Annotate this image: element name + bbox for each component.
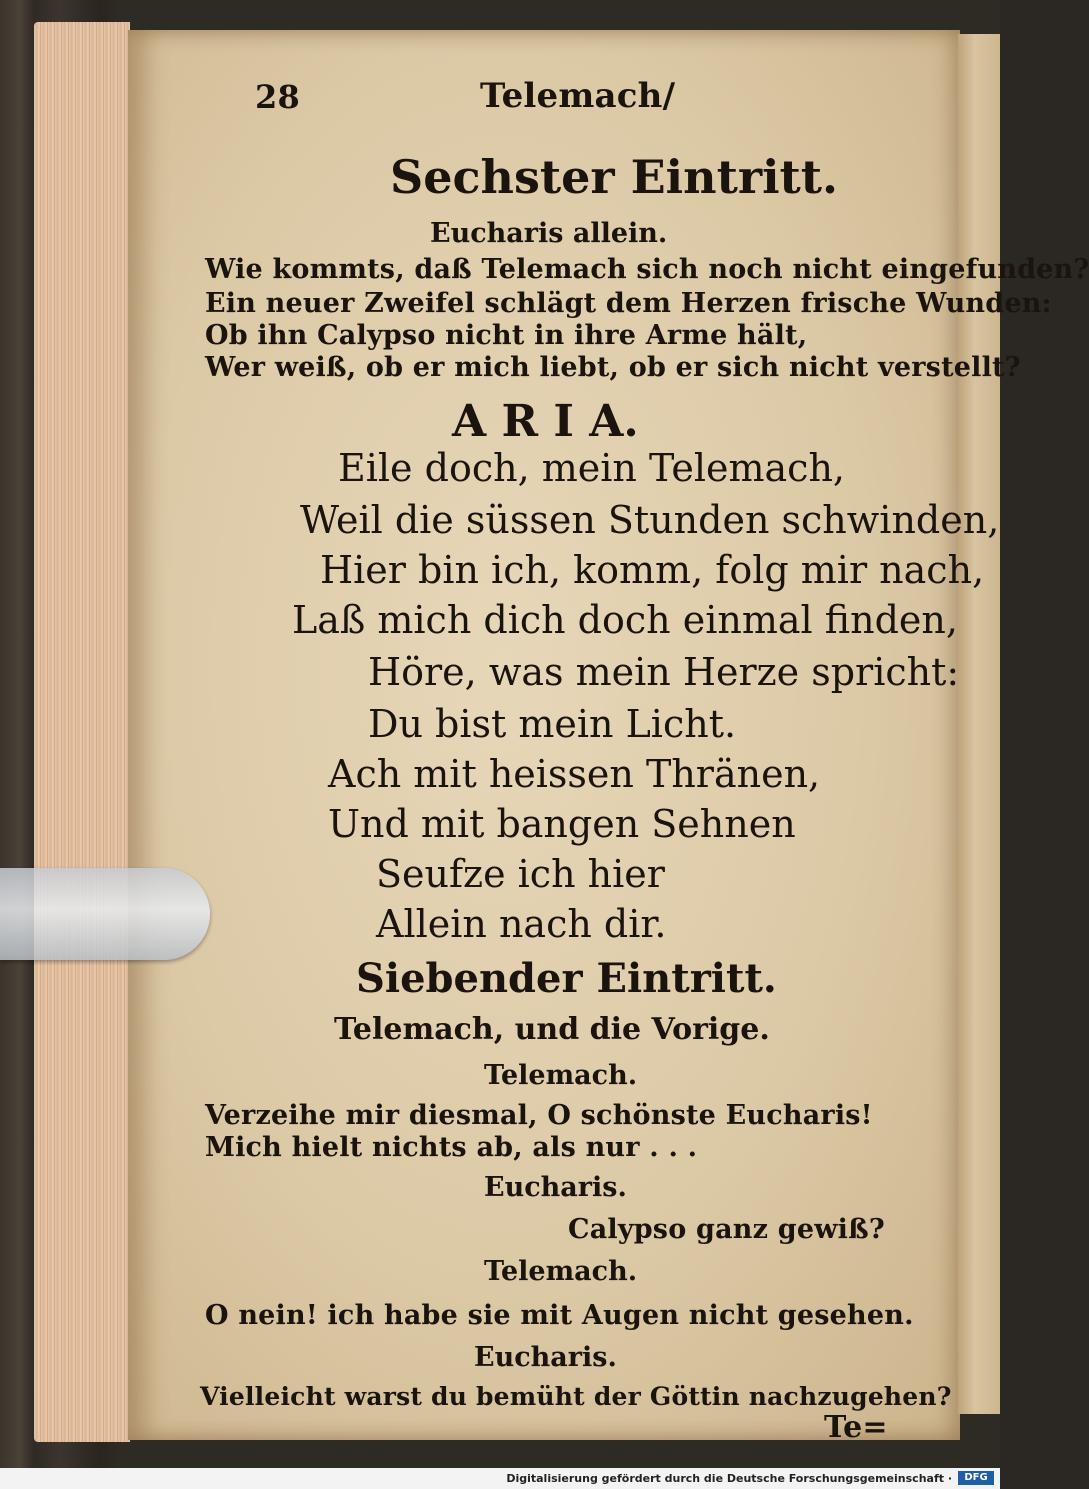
verse-line: Ob ihn Calypso nicht in ihre Arme hält, (205, 320, 808, 351)
aria-line: Hier bin ich, komm, folg mir nach, (320, 548, 985, 592)
aria-line: Eile doch, mein Telemach, (338, 446, 846, 490)
footer-bar (0, 1468, 1000, 1489)
speaker-name: Telemach. (484, 1256, 638, 1287)
page-holder-clip (0, 868, 210, 960)
dfg-logo: DFG (958, 1471, 994, 1485)
page-number: 28 (255, 78, 300, 116)
aria-line: Weil die süssen Stunden schwinden, (300, 498, 1000, 542)
catchword: Te= (824, 1410, 888, 1445)
aria-title: A R I A. (452, 396, 639, 447)
speech-line: Vielleicht warst du bemüht der Göttin nachzugehen? (200, 1382, 952, 1411)
scene-seven-persons: Telemach, und die Vorige. (334, 1012, 770, 1047)
page-edges (34, 22, 130, 1442)
verse-line: Ein neuer Zweifel schlägt dem Herzen frische Wunden: (205, 288, 1052, 319)
facing-page-edge (958, 34, 1000, 1414)
running-title: Telemach/ (480, 76, 676, 116)
scene-six-title: Sechster Eintritt. (390, 150, 839, 204)
aria-line: Du bist mein Licht. (368, 702, 737, 746)
scene-seven-title: Siebender Eintritt. (356, 955, 777, 1002)
aria-line: Und mit bangen Sehnen (328, 802, 796, 846)
verse-line: Wie kommts, daß Telemach sich noch nicht eingefunden? (205, 254, 1089, 285)
footer-credit: Digitalisierung gefördert durch die Deutsche Forschungsgemeinschaft · (506, 1472, 952, 1485)
speaker-name: Telemach. (484, 1060, 638, 1091)
speech-line: Verzeihe mir diesmal, O schönste Eucharis! (205, 1100, 873, 1131)
speaker-name: Eucharis. (484, 1172, 627, 1203)
speech-line: Calypso ganz gewiß? (568, 1214, 885, 1245)
aria-line: Laß mich dich doch einmal finden, (292, 598, 958, 642)
aria-line: Allein nach dir. (376, 902, 667, 946)
verse-line: Wer weiß, ob er mich liebt, ob er sich nicht verstellt? (205, 352, 1021, 383)
aria-line: Höre, was mein Herze spricht: (368, 650, 960, 694)
aria-line: Ach mit heissen Thränen, (328, 752, 821, 796)
scene-six-persons: Eucharis allein. (430, 218, 668, 249)
speaker-name: Eucharis. (474, 1342, 617, 1373)
speech-line: O nein! ich habe sie mit Augen nicht gesehen. (205, 1300, 914, 1331)
aria-line: Seufze ich hier (376, 852, 665, 896)
speech-line: Mich hielt nichts ab, als nur . . . (205, 1132, 698, 1163)
